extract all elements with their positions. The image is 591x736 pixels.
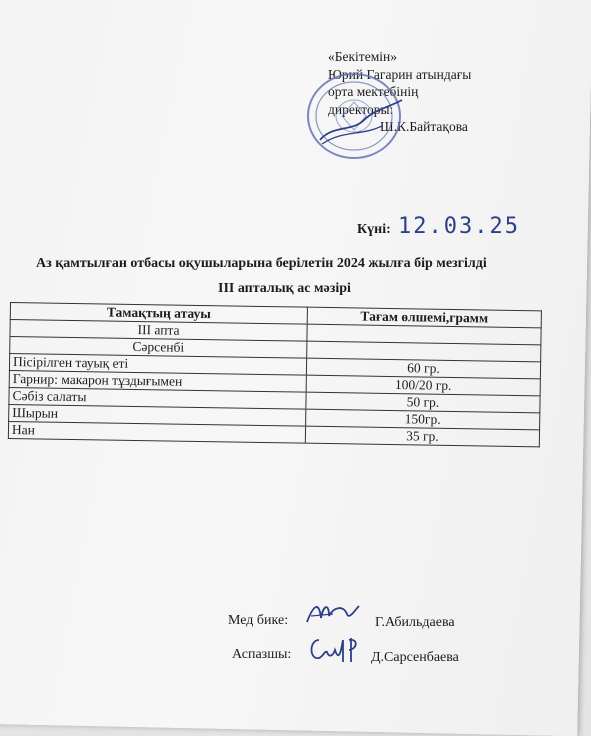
dish-name: Шырын [9, 404, 306, 426]
cook-name: Д.Сарсенбаева [371, 650, 459, 665]
dish-name: Пісірілген тауық еті [9, 354, 306, 376]
day-label: Сәрсенбі [10, 337, 307, 359]
approval-line-1: «Бекітемін» [328, 49, 397, 64]
dish-name: Сәбіз салаты [9, 387, 306, 409]
approval-line-5: Ш.К.Байтақова [380, 119, 468, 134]
document-title: Аз қамтылған отбасы оқушыларына берілетін 2024 жылға бір мезгілді [36, 256, 487, 271]
approval-line-3: орта мектебінің [328, 84, 419, 99]
dish-amount: 60 гр. [306, 358, 540, 379]
header-portion-size: Тағам өлшемі,грамм [307, 307, 541, 328]
date-label: Күні: [357, 222, 391, 237]
approval-line-4: директоры: [328, 101, 394, 117]
cook-signature-icon [305, 632, 367, 668]
header-dish-name: Тамақтың атауы [10, 303, 307, 325]
nurse-name: Г.Абильдаева [375, 615, 455, 630]
dish-amount: 50 гр. [306, 392, 540, 413]
date-value: 12.03.25 [398, 214, 520, 239]
cook-label: Аспазшы: [232, 647, 292, 662]
menu-table [8, 302, 542, 447]
nurse-label: Мед бике: [228, 613, 289, 628]
dish-amount: 150гр. [306, 409, 540, 430]
dish-amount: 100/20 гр. [306, 375, 540, 396]
approval-line-2: Юрий Гагарин атындағы [328, 66, 472, 82]
dish-name: Нан [8, 421, 305, 443]
dish-amount: 35 гр. [305, 426, 539, 447]
document-subtitle: III апталық ас мәзірі [218, 281, 351, 296]
school-stamp-icon [302, 70, 412, 162]
week-label: III апта [10, 320, 307, 342]
dish-name: Гарнир: макарон тұздығымен [9, 370, 306, 392]
nurse-signature-icon [303, 596, 363, 628]
